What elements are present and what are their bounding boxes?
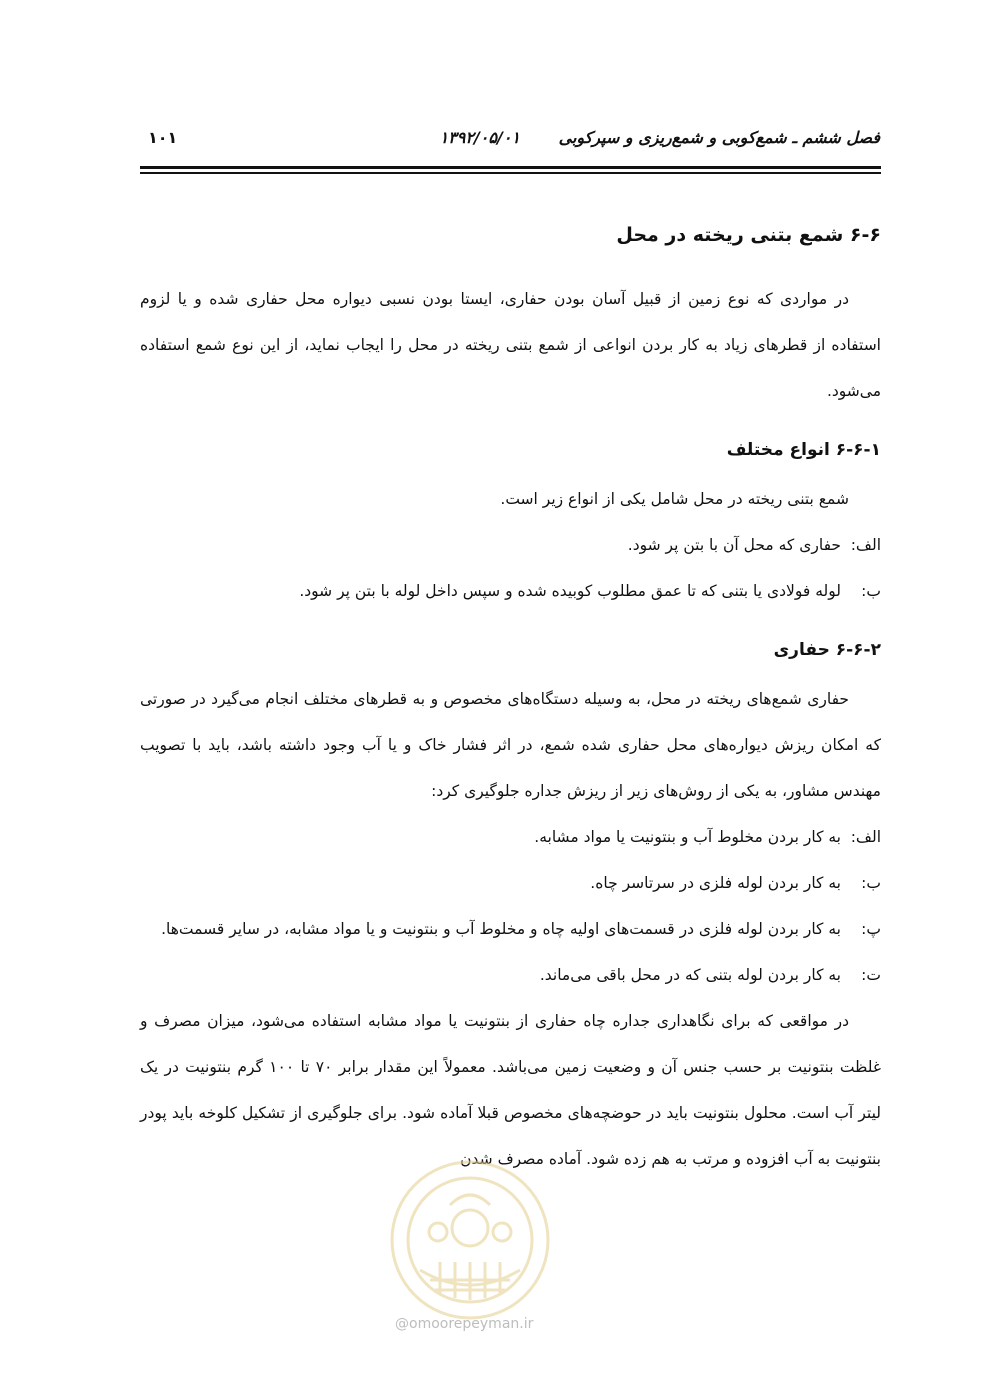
list-text: به کار بردن لوله بتنی که در محل باقی می‌ماند. [539, 966, 841, 984]
header-rule-thin [140, 172, 881, 174]
list-text: لوله فولادی یا بتنی که تا عمق مطلوب کوبیده شده و سپس داخل لوله با بتن پر شود. [299, 582, 841, 600]
watermark-logo-icon [380, 1150, 560, 1330]
subsection-heading-drilling: ۶-۶-۲ حفاری [773, 640, 881, 660]
list-text: به کار بردن مخلوط آب و بنتونیت یا مواد مشابه. [534, 828, 841, 846]
chapter-title: فصل ششم ـ شمع‌کوبی و شمع‌ریزی و سپرکوبی [558, 128, 880, 147]
list-item [140, 952, 881, 998]
subsection-heading-types: ۶-۶-۱ انواع مختلف [726, 440, 881, 460]
list-item [140, 814, 881, 860]
header-date: ۱۳۹۲/۰۵/۰۱ [439, 128, 520, 147]
list-marker: پ: [861, 920, 881, 938]
section-intro-paragraph: در مواردی که نوع زمین از قبیل آسان بودن حفاری، ایستا بودن نسبی دیواره محل حفاری شده و یا لزوم استفاده از قطرهای زیاد به کار بردن انواعی از شمع بتنی ریخته در محل را ایجاب نماید، از این نوع شمع استفاده می‌شود. [140, 290, 881, 400]
list-item [140, 906, 881, 952]
running-header [140, 128, 880, 156]
section-heading: ۶-۶ شمع بتنی ریخته در محل [616, 224, 881, 246]
list-text: حفاری که محل آن با بتن پر شود. [627, 536, 841, 554]
list-marker: ب: [861, 582, 881, 600]
list-text: به کار بردن لوله فلزی در سرتاسر چاه. [590, 874, 841, 892]
watermark-text: @omoorepeyman.ir [395, 1316, 534, 1332]
list-item [140, 522, 881, 568]
header-rule-thick [140, 166, 881, 169]
list-marker: الف: [850, 536, 881, 554]
list-marker: ب: [861, 874, 881, 892]
page-number: ۱۰۱ [148, 128, 178, 147]
list-marker: ت: [861, 966, 881, 984]
bentonite-paragraph: در مواقعی که برای نگاهداری جداره چاه حفاری از بنتونیت یا مواد مشابه استفاده می‌شود، میزان مصرف و غلظت بنتونیت بر حسب جنس آن و وضعیت زمین می‌باشد. معمولاً این مقدار برابر ۷۰ تا ۱۰۰ گرم بنتونیت در یک لیتر آب است. محلول بنتونیت باید در حوضچه‌های مخصوص قبلا آماده شود. برای جلوگیری از تشکیل کلوخه باید پودر بنتونیت به آب افزوده و مرتب به هم زده شود. آماده مصرف شدن [140, 1012, 882, 1168]
list-item [140, 860, 881, 906]
list-item [140, 568, 881, 614]
page-content [140, 212, 881, 1182]
list-text: به کار بردن لوله فلزی در قسمت‌های اولیه چاه و مخلوط آب و بنتونیت و یا مواد مشابه، در سایر قسمت‌ها. [161, 920, 841, 938]
drilling-paragraph: حفاری شمع‌های ریخته در محل، به وسیله دستگاه‌های مخصوص و به قطرهای مختلف انجام می‌گیرد در صورتی که امکان ریزش دیواره‌های محل حفاری شده شمع، در اثر فشار خاک و یا آب وجود داشته باشد، باید با تصویب مهندس مشاور، به یکی از روش‌های زیر از ریزش جداره جلوگیری کرد: [140, 690, 881, 800]
types-lead-paragraph: شمع بتنی ریخته در محل شامل یکی از انواع زیر است. [500, 490, 849, 508]
list-marker: الف: [850, 828, 881, 846]
